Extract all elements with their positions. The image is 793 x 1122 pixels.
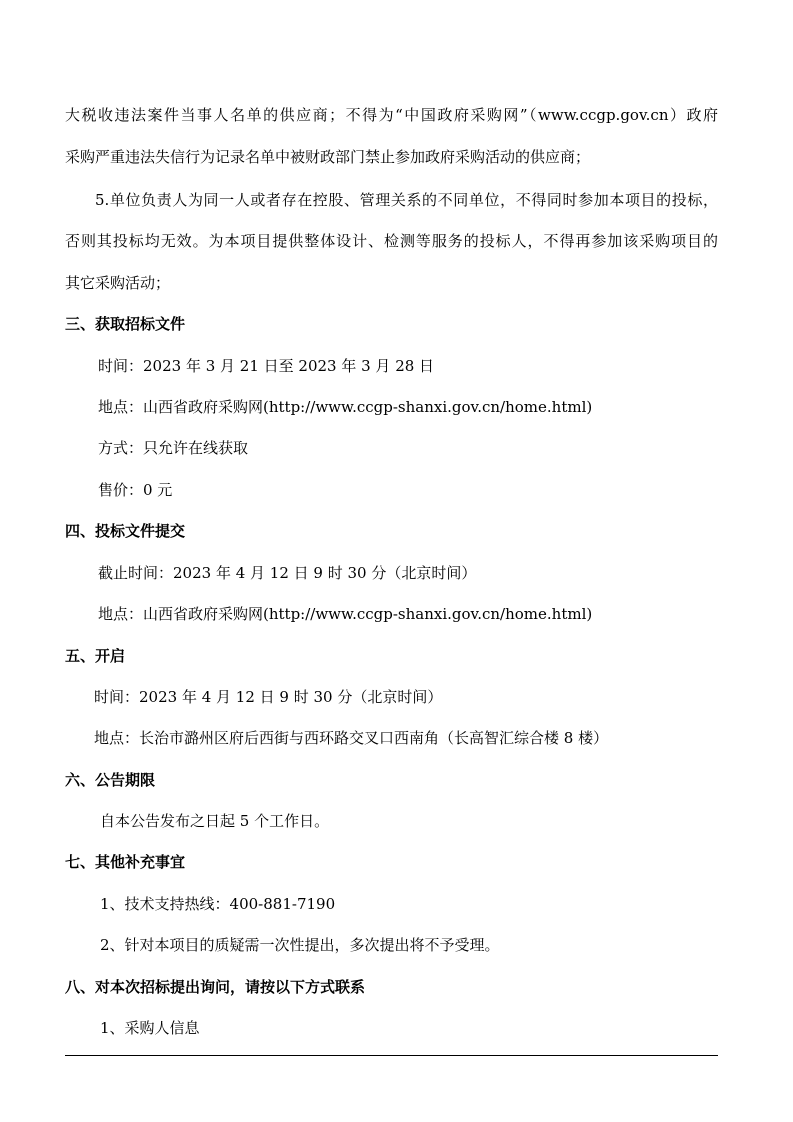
paragraph-line: 大税收违法案件当事人名单的供应商；不得为“中国政府采购网”（www.ccgp.gov.cn）政府 [65,106,718,124]
opening-place: 地点：长治市潞州区府后西街与西环路交叉口西南角（长高智汇综合楼 8 楼） [94,729,609,747]
section-heading-inquiry-contact: 八、对本次招标提出询问，请按以下方式联系 [65,978,366,996]
other-matter-item: 1、技术支持热线：400-881-7190 [100,895,336,913]
obtain-time: 时间：2023 年 3 月 21 日至 2023 年 3 月 28 日 [98,357,435,375]
paragraph-line: 5.单位负责人为同一人或者存在控股、管理关系的不同单位，不得同时参加本项目的投标， [95,191,718,209]
contact-item: 1、采购人信息 [100,1019,200,1037]
obtain-place: 地点：山西省政府采购网(http://www.ccgp-shanxi.gov.cn/home.html) [98,398,593,416]
footer-divider [65,1055,718,1056]
section-heading-bid-submission: 四、投标文件提交 [65,522,186,540]
submission-place: 地点：山西省政府采购网(http://www.ccgp-shanxi.gov.cn/home.html) [98,605,593,623]
obtain-price: 售价：0 元 [98,481,173,499]
obtain-method: 方式：只允许在线获取 [98,439,249,457]
section-heading-notice-period: 六、公告期限 [65,771,156,789]
paragraph-line: 采购严重违法失信行为记录名单中被财政部门禁止参加政府采购活动的供应商； [65,148,591,166]
paragraph-line: 其它采购活动； [65,274,171,292]
other-matter-item: 2、针对本项目的质疑需一次性提出，多次提出将不予受理。 [100,936,500,954]
opening-time: 时间：2023 年 4 月 12 日 9 时 30 分（北京时间） [94,688,443,706]
section-heading-obtain-documents: 三、获取招标文件 [65,315,186,333]
notice-period-text: 自本公告发布之日起 5 个工作日。 [100,812,330,830]
submission-deadline: 截止时间：2023 年 4 月 12 日 9 时 30 分（北京时间） [98,564,477,582]
section-heading-opening: 五、开启 [65,647,126,665]
paragraph-line: 否则其投标均无效。为本项目提供整体设计、检测等服务的投标人，不得再参加该采购项目的 [65,232,718,250]
section-heading-other-matters: 七、其他补充事宜 [65,853,186,871]
